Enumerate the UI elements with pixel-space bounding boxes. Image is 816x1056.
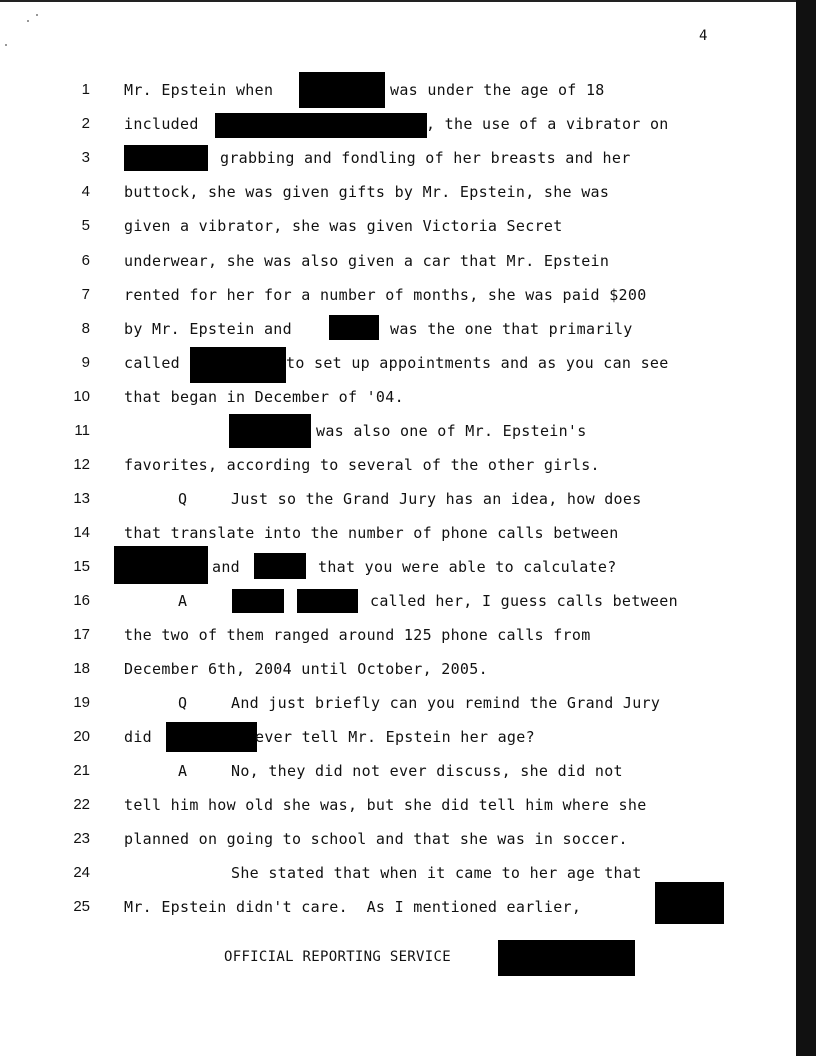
line-number: 3 (81, 149, 90, 166)
line-text: by Mr. Epstein and (124, 320, 292, 338)
redaction-box (299, 72, 385, 108)
redaction-box (166, 722, 257, 752)
line-text: that you were able to calculate? (318, 558, 617, 576)
line-number: 21 (73, 762, 90, 779)
redaction-box (124, 145, 208, 171)
speaker-label: A (178, 592, 188, 610)
page-number: 4 (699, 28, 708, 44)
line-text: Mr. Epstein when (124, 81, 274, 99)
line-number: 14 (73, 524, 90, 541)
redaction-box (232, 589, 284, 613)
line-text: called her, I guess calls between (370, 592, 678, 610)
line-text: that translate into the number of phone calls between (124, 524, 619, 542)
line-text: buttock, she was given gifts by Mr. Epstein, she was (124, 183, 610, 201)
line-number: 7 (81, 286, 90, 303)
line-number: 16 (73, 592, 90, 609)
line-number: 18 (73, 660, 90, 677)
scan-border (796, 0, 816, 1056)
line-text: underwear, she was also given a car that Mr. Epstein (124, 252, 610, 270)
line-text: called (124, 354, 180, 372)
redaction-box (297, 589, 358, 613)
scan-speck (5, 44, 7, 46)
line-number: 6 (81, 252, 90, 269)
line-text: rented for her for a number of months, she was paid $200 (124, 286, 647, 304)
line-text: and (212, 558, 240, 576)
redaction-box (215, 113, 427, 138)
line-number: 19 (73, 694, 90, 711)
speaker-label: A (178, 762, 188, 780)
speaker-label: Q (178, 490, 188, 508)
line-text: to set up appointments and as you can see (286, 354, 669, 372)
line-number: 25 (73, 898, 90, 915)
line-text: did (124, 728, 152, 746)
redaction-box (229, 414, 311, 448)
line-number: 4 (81, 183, 90, 200)
line-text: favorites, according to several of the other girls. (124, 456, 600, 474)
redaction-box (190, 347, 286, 383)
line-text: tell him how old she was, but she did tell him where she (124, 796, 647, 814)
redaction-box (114, 546, 208, 584)
line-text: Mr. Epstein didn't care. As I mentioned earlier, (124, 898, 582, 916)
line-number: 17 (73, 626, 90, 643)
line-text: was the one that primarily (390, 320, 633, 338)
line-text: that began in December of '04. (124, 388, 404, 406)
line-number: 20 (73, 728, 90, 745)
line-number: 2 (81, 115, 90, 132)
line-number: 10 (73, 388, 90, 405)
line-number: 22 (73, 796, 90, 813)
line-number: 11 (74, 422, 90, 439)
line-text: was under the age of 18 (390, 81, 605, 99)
scan-speck (27, 20, 29, 22)
redaction-box (498, 940, 635, 976)
line-text: ever tell Mr. Epstein her age? (255, 728, 535, 746)
redaction-box (329, 315, 379, 340)
line-text: was also one of Mr. Epstein's (316, 422, 587, 440)
line-number: 5 (81, 217, 90, 234)
line-number: 8 (81, 320, 90, 337)
line-text: grabbing and fondling of her breasts and her (220, 149, 631, 167)
line-text: included (124, 115, 199, 133)
footer-text: OFFICIAL REPORTING SERVICE (224, 949, 451, 965)
line-text: December 6th, 2004 until October, 2005. (124, 660, 488, 678)
line-number: 1 (81, 81, 90, 98)
line-text: the two of them ranged around 125 phone calls from (124, 626, 591, 644)
redaction-box (254, 553, 306, 579)
line-text: And just briefly can you remind the Grand Jury (231, 694, 661, 712)
line-number: 12 (73, 456, 90, 473)
redaction-box (655, 882, 724, 924)
line-number: 15 (73, 558, 90, 575)
line-text: Just so the Grand Jury has an idea, how does (231, 490, 642, 508)
page-top-edge (0, 0, 796, 2)
line-number: 23 (73, 830, 90, 847)
line-text: planned on going to school and that she was in soccer. (124, 830, 628, 848)
line-text: No, they did not ever discuss, she did not (231, 762, 623, 780)
line-number: 9 (81, 354, 90, 371)
scan-speck (36, 14, 38, 16)
line-text: , the use of a vibrator on (426, 115, 669, 133)
line-text: She stated that when it came to her age that (231, 864, 642, 882)
line-number: 13 (73, 490, 90, 507)
line-text: given a vibrator, she was given Victoria Secret (124, 217, 563, 235)
speaker-label: Q (178, 694, 188, 712)
line-number: 24 (73, 864, 90, 881)
